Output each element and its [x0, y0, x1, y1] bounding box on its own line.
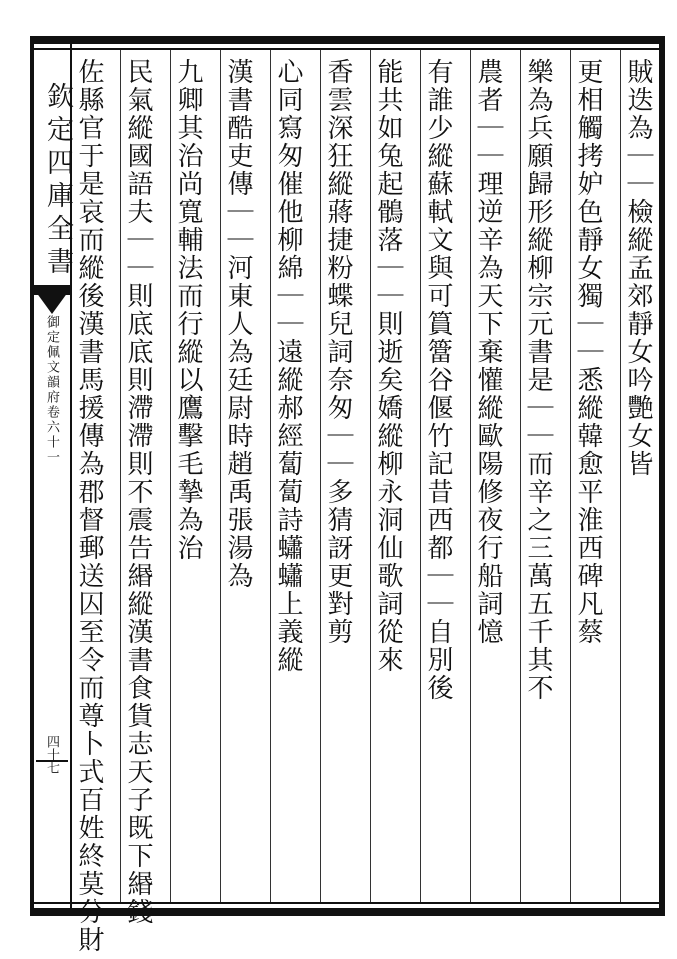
- book-title: 欽定四庫全書: [42, 82, 73, 280]
- text-column-3: 樂為兵願歸形縱柳宗元書是｜｜而辛之三萬五千其不: [523, 58, 553, 702]
- column-divider: [170, 50, 171, 902]
- text-column-1: 賊迭為｜｜檢縱孟郊靜女吟艷女皆: [623, 58, 653, 478]
- left-border: [30, 36, 34, 916]
- text-column-2: 更相觸拷妒色靜女獨｜｜悉縱韓愈平淮西碑凡蔡: [573, 58, 603, 646]
- column-divider: [620, 50, 621, 902]
- column-divider: [570, 50, 571, 902]
- text-column-7: 香雲深狂縱蔣捷粉蝶兒詞奈匆｜｜多猜訝更對剪: [323, 58, 353, 646]
- text-column-9: 漢書酷吏傳｜｜河東人為廷尉時趙禹張湯為: [223, 58, 253, 590]
- column-divider: [370, 50, 371, 902]
- fishtail-mark: [36, 292, 68, 314]
- text-column-10: 九卿其治尚寬輔法而行縱以鷹擊毛摯為治: [173, 58, 203, 562]
- column-divider: [270, 50, 271, 902]
- text-column-8: 心同寫匆催他柳綿｜｜遠縱郝經蔔蔔詩蠨蠨上義縱: [273, 58, 303, 674]
- volume-label: 御定佩文韻府卷六十一: [44, 315, 59, 465]
- column-divider: [320, 50, 321, 902]
- page-number: 四十七: [44, 735, 59, 774]
- text-column-5: 有誰少縱蘇軾文與可篔簹谷偃竹記昔西都｜｜自別後: [423, 58, 453, 702]
- column-divider: [520, 50, 521, 902]
- text-column-12: 佐縣官于是哀而縱後漢書馬援傳為郡督郵送囚至令而尊卜式百姓終莫分財: [74, 58, 104, 954]
- column-divider: [220, 50, 221, 902]
- top-border: [30, 36, 665, 44]
- text-column-4: 農者｜｜理逆辛為天下棄懽縱歐陽修夜行船詞憶: [473, 58, 503, 646]
- column-divider: [120, 50, 121, 902]
- text-column-11: 民氣縱國語夫｜｜則底底則滯滯則不震告緡縱漢書食貨志天子既下緡錢: [123, 58, 153, 926]
- column-divider: [470, 50, 471, 902]
- column-divider: [420, 50, 421, 902]
- text-column-6: 能共如兔起鶻落｜｜則逝矣嬌縱柳永洞仙歌詞從來: [373, 58, 403, 674]
- right-border: [659, 36, 665, 916]
